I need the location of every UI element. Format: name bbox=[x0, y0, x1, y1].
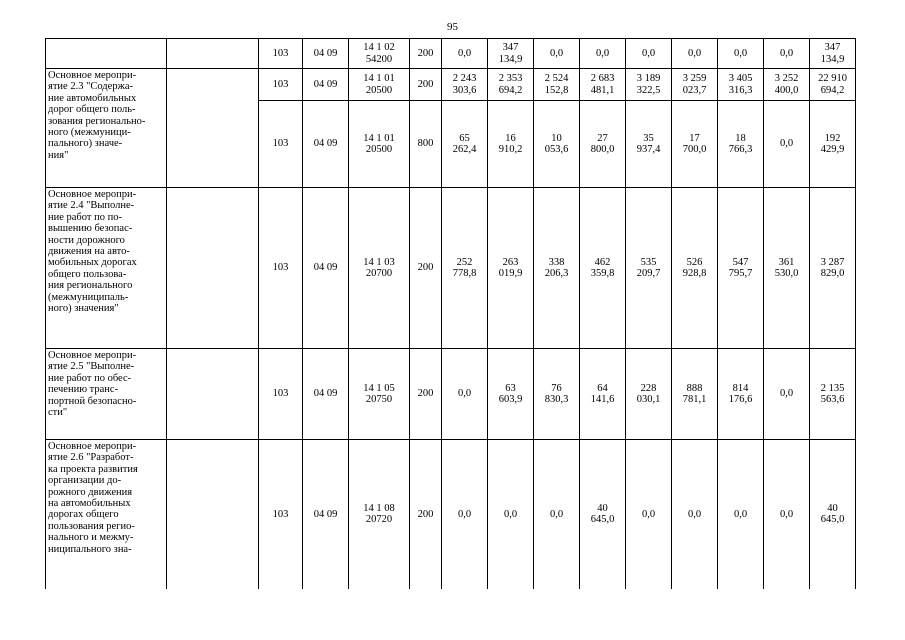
grbs-code: 103 bbox=[259, 101, 303, 188]
value-cell: 252 778,8 bbox=[442, 188, 488, 349]
executor-cell bbox=[167, 440, 259, 589]
grbs-code: 103 bbox=[259, 440, 303, 589]
value-cell: 0,0 bbox=[764, 349, 810, 440]
value-cell: 361 530,0 bbox=[764, 188, 810, 349]
value-cell: 2 683 481,1 bbox=[580, 69, 626, 101]
vr-code: 200 bbox=[410, 39, 442, 69]
grbs-code: 103 bbox=[259, 188, 303, 349]
value-cell: 228 030,1 bbox=[626, 349, 672, 440]
value-cell: 3 405 316,3 bbox=[718, 69, 764, 101]
grbs-code: 103 bbox=[259, 39, 303, 69]
grbs-code: 103 bbox=[259, 69, 303, 101]
value-cell: 0,0 bbox=[626, 440, 672, 589]
value-cell: 0,0 bbox=[718, 440, 764, 589]
csr-code: 14 1 01 20500 bbox=[349, 101, 410, 188]
executor-cell bbox=[167, 69, 259, 188]
value-cell: 0,0 bbox=[718, 39, 764, 69]
value-cell: 64 141,6 bbox=[580, 349, 626, 440]
rzpr-code: 04 09 bbox=[303, 39, 349, 69]
value-cell: 526 928,8 bbox=[672, 188, 718, 349]
executor-cell bbox=[167, 39, 259, 69]
value-cell: 3 259 023,7 bbox=[672, 69, 718, 101]
budget-table bbox=[45, 38, 856, 589]
table-row bbox=[46, 349, 856, 440]
executor-cell bbox=[167, 349, 259, 440]
measure-name: Основное меропри- ятие 2.4 "Выполне- ние работ по по- вышению безопас- ности дорожного движения на авто- мобильных дорогах общего пользова- ния регионального (межмуниципаль- ного) значения" bbox=[46, 188, 167, 349]
measure-name: Основное меропри- ятие 2.6 "Разработ- ка проекта развития организации до- рожного движения на автомобильных дорогах общего пользования регио- нального и межму- ниципального зна- bbox=[46, 440, 167, 589]
total-cell: 3 287 829,0 bbox=[810, 188, 856, 349]
value-cell: 2 524 152,8 bbox=[534, 69, 580, 101]
csr-code: 14 1 05 20750 bbox=[349, 349, 410, 440]
rzpr-code: 04 09 bbox=[303, 440, 349, 589]
csr-code: 14 1 02 54200 bbox=[349, 39, 410, 69]
value-cell: 76 830,3 bbox=[534, 349, 580, 440]
value-cell: 0,0 bbox=[764, 440, 810, 589]
value-cell: 888 781,1 bbox=[672, 349, 718, 440]
rzpr-code: 04 09 bbox=[303, 188, 349, 349]
value-cell: 347 134,9 bbox=[488, 39, 534, 69]
value-cell: 263 019,9 bbox=[488, 188, 534, 349]
executor-cell bbox=[167, 188, 259, 349]
value-cell: 535 209,7 bbox=[626, 188, 672, 349]
table-row bbox=[46, 39, 856, 69]
total-cell: 22 910 694,2 bbox=[810, 69, 856, 101]
value-cell: 3 189 322,5 bbox=[626, 69, 672, 101]
value-cell: 0,0 bbox=[534, 440, 580, 589]
value-cell: 18 766,3 bbox=[718, 101, 764, 188]
value-cell: 0,0 bbox=[764, 39, 810, 69]
page-number: 95 bbox=[447, 21, 458, 33]
vr-code: 200 bbox=[410, 188, 442, 349]
total-cell: 192 429,9 bbox=[810, 101, 856, 188]
value-cell: 0,0 bbox=[626, 39, 672, 69]
csr-code: 14 1 08 20720 bbox=[349, 440, 410, 589]
value-cell: 0,0 bbox=[442, 39, 488, 69]
value-cell: 0,0 bbox=[442, 440, 488, 589]
value-cell: 0,0 bbox=[534, 39, 580, 69]
value-cell: 0,0 bbox=[442, 349, 488, 440]
rzpr-code: 04 09 bbox=[303, 101, 349, 188]
vr-code: 200 bbox=[410, 349, 442, 440]
value-cell: 3 252 400,0 bbox=[764, 69, 810, 101]
value-cell: 0,0 bbox=[672, 440, 718, 589]
measure-name: Основное меропри- ятие 2.3 "Содержа- ние автомобильных дорог общего поль- зования регионально- ного (межмуници- пального) значе- ния" bbox=[46, 69, 167, 188]
table-row bbox=[46, 440, 856, 589]
value-cell: 547 795,7 bbox=[718, 188, 764, 349]
csr-code: 14 1 03 20700 bbox=[349, 188, 410, 349]
measure-name: Основное меропри- ятие 2.5 "Выполне- ние работ по обес- печению транс- портной безопасно- сти" bbox=[46, 349, 167, 440]
value-cell: 10 053,6 bbox=[534, 101, 580, 188]
csr-code: 14 1 01 20500 bbox=[349, 69, 410, 101]
value-cell: 63 603,9 bbox=[488, 349, 534, 440]
table-row bbox=[46, 69, 856, 101]
vr-code: 800 bbox=[410, 101, 442, 188]
value-cell: 0,0 bbox=[488, 440, 534, 589]
rzpr-code: 04 09 bbox=[303, 69, 349, 101]
value-cell: 40 645,0 bbox=[580, 440, 626, 589]
value-cell: 2 243 303,6 bbox=[442, 69, 488, 101]
vr-code: 200 bbox=[410, 440, 442, 589]
value-cell: 35 937,4 bbox=[626, 101, 672, 188]
value-cell: 2 353 694,2 bbox=[488, 69, 534, 101]
vr-code: 200 bbox=[410, 69, 442, 101]
table-row bbox=[46, 188, 856, 349]
total-cell: 40 645,0 bbox=[810, 440, 856, 589]
measure-name bbox=[46, 39, 167, 69]
value-cell: 0,0 bbox=[580, 39, 626, 69]
value-cell: 0,0 bbox=[672, 39, 718, 69]
rzpr-code: 04 09 bbox=[303, 349, 349, 440]
value-cell: 814 176,6 bbox=[718, 349, 764, 440]
grbs-code: 103 bbox=[259, 349, 303, 440]
total-cell: 347 134,9 bbox=[810, 39, 856, 69]
value-cell: 338 206,3 bbox=[534, 188, 580, 349]
total-cell: 2 135 563,6 bbox=[810, 349, 856, 440]
value-cell: 65 262,4 bbox=[442, 101, 488, 188]
value-cell: 16 910,2 bbox=[488, 101, 534, 188]
value-cell: 17 700,0 bbox=[672, 101, 718, 188]
value-cell: 462 359,8 bbox=[580, 188, 626, 349]
value-cell: 0,0 bbox=[764, 101, 810, 188]
value-cell: 27 800,0 bbox=[580, 101, 626, 188]
